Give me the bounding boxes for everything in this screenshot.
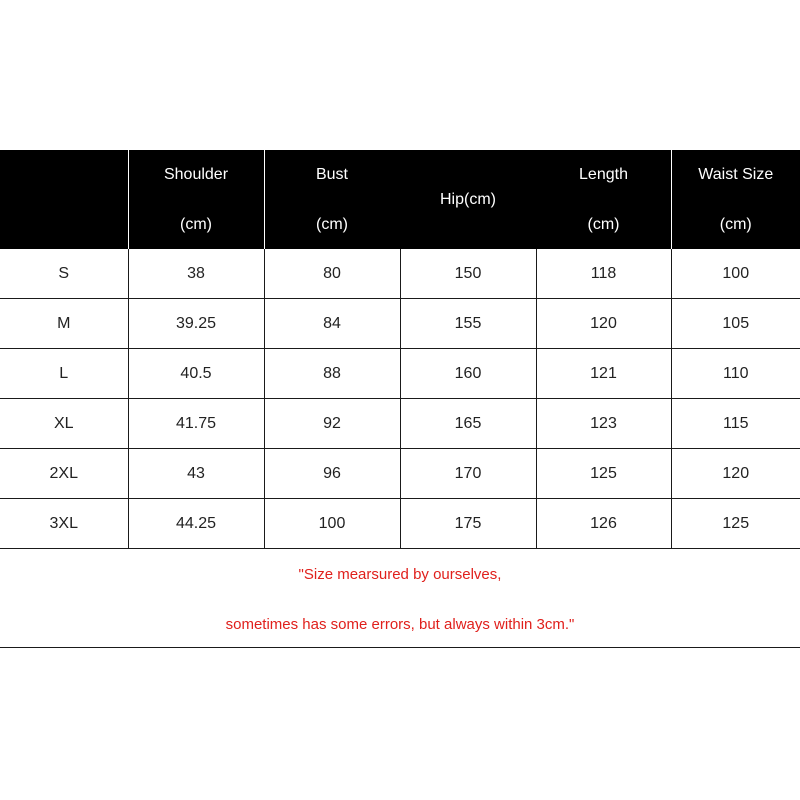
header-waist-size [671,150,800,249]
bust-cell: 80 [264,249,400,299]
shoulder-cell: 43 [128,449,264,499]
waist-cell: 115 [671,399,800,449]
size-cell: XL [0,399,128,449]
header-shoulder-label: Shoulder [163,165,229,183]
size-cell: 3XL [0,499,128,549]
size-cell: S [0,249,128,299]
length-cell: 121 [536,349,671,399]
bust-cell: 88 [264,349,400,399]
waist-cell: 100 [671,249,800,299]
waist-cell: 105 [671,299,800,349]
hip-cell: 155 [400,299,536,349]
header-length-unit: (cm) [587,215,620,233]
header-length-label: Length [579,165,628,183]
shoulder-cell: 41.75 [128,399,264,449]
length-cell: 120 [536,299,671,349]
header-bust-unit: (cm) [316,215,348,233]
header-length [536,150,671,249]
header-row [0,150,800,249]
size-cell: M [0,299,128,349]
measurement-note [0,549,800,648]
table-row [0,399,800,449]
bust-cell: 96 [264,449,400,499]
bust-cell: 92 [264,399,400,449]
shoulder-cell: 40.5 [128,349,264,399]
header-waist-size-label: Waist Size [698,165,774,183]
length-cell: 118 [536,249,671,299]
hip-cell: 165 [400,399,536,449]
hip-cell: 170 [400,449,536,499]
length-cell: 126 [536,499,671,549]
header-size-corner [0,150,128,249]
header-bust-label: Bust [315,165,348,183]
header-hip-label: Hip(cm) [440,190,496,208]
length-cell: 123 [536,399,671,449]
hip-cell: 175 [400,499,536,549]
size-cell: L [0,349,128,399]
note-line-2: sometimes has some errors, but always within 3cm." [225,616,575,633]
bust-cell: 100 [264,499,400,549]
waist-cell: 110 [671,349,800,399]
length-cell: 125 [536,449,671,499]
size-chart-table [0,150,800,549]
header-shoulder-unit: (cm) [180,215,212,233]
size-cell: 2XL [0,449,128,499]
bust-cell: 84 [264,299,400,349]
hip-cell: 160 [400,349,536,399]
note-line-1: "Size mearsured by ourselves, [298,566,502,583]
shoulder-cell: 38 [128,249,264,299]
shoulder-cell: 44.25 [128,499,264,549]
table-row [0,299,800,349]
waist-cell: 120 [671,449,800,499]
waist-cell: 125 [671,499,800,549]
hip-cell: 150 [400,249,536,299]
header-waist-size-unit: (cm) [719,215,752,233]
table-row [0,249,800,299]
header-hip [400,150,536,249]
header-shoulder [128,150,264,249]
shoulder-cell: 39.25 [128,299,264,349]
table-row [0,449,800,499]
table-row [0,349,800,399]
header-bust [264,150,400,249]
table-row [0,499,800,549]
